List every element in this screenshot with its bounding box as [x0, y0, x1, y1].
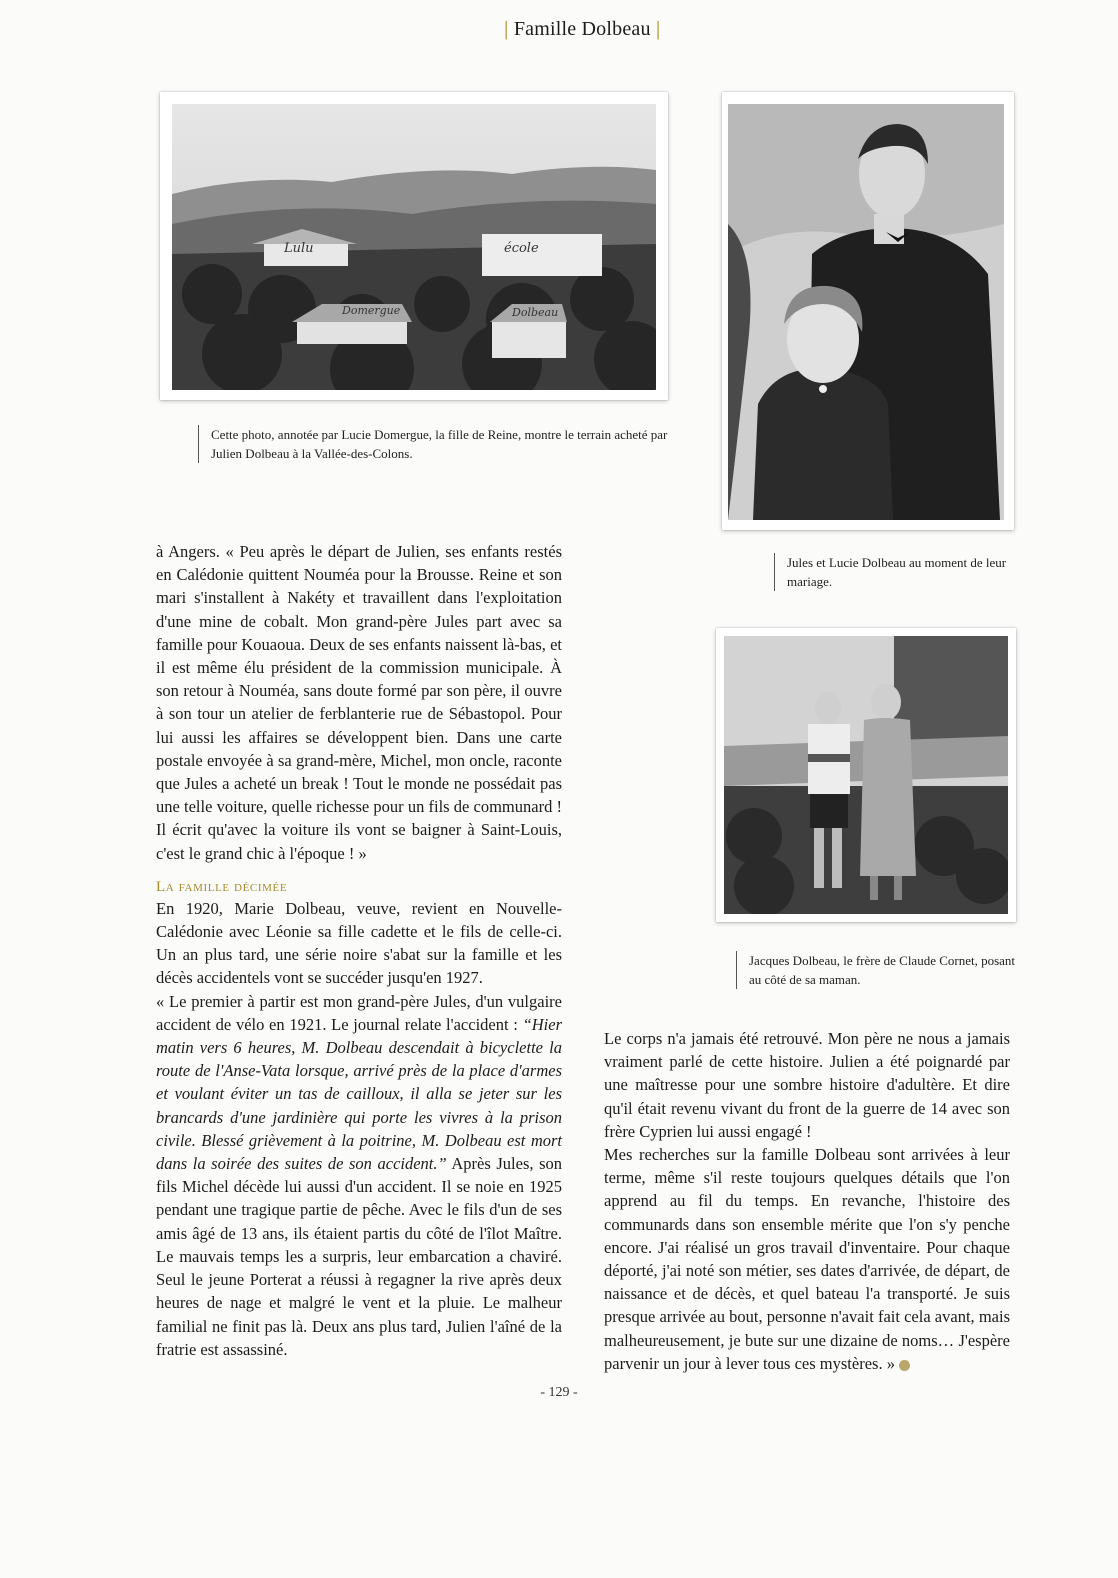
left-paragraph-1: à Angers. « Peu après le départ de Julien, ses enfants restés en Calédonie quittent Nouméa pour la Brousse. Reine et son mari s'installent à Nakéty et travaillent dans l'exploitation d'une mine de cobalt. Mon grand-père Jules part avec sa famille pour Kouaoua. Deux de ses enfants naissent là-bas, et il est même élu président de la commission municipale. À son retour à Nouméa, sans doute formé par son père, il ouvre à son tour un atelier de ferblanterie rue de Sébastopol. Pour lui aussi les affaires se développent bien. Dans une carte postale envoyée à sa grand-mère, Michel, mon oncle, raconte que Jules a acheté un break ! Tout le monde ne possédait pas une telle voiture, quelle richesse pour un fils de communard ! Il écrit qu'avec la voiture ils vont se baigner à Saint-Louis, c'est le grand chic à l'époque ! »: [156, 542, 562, 863]
jacques-image: [724, 636, 1008, 914]
header-title: Famille Dolbeau: [513, 18, 651, 40]
caption-photo-jacques-text: Jacques Dolbeau, le frère de Claude Cornet, posant au côté de sa maman.: [749, 953, 1016, 987]
end-bullet-icon: [899, 1360, 910, 1371]
couple-image: [728, 104, 1004, 520]
annotation-dolbeau: Dolbeau: [512, 306, 559, 319]
caption-photo-valley: [198, 425, 675, 463]
caption-photo-couple: [774, 553, 1019, 591]
photo-couple-portrait: [722, 92, 1014, 530]
caption-photo-valley-text: Cette photo, annotée par Lucie Domergue, la fille de Reine, montre le terrain acheté par Julien Dolbeau à la Vallée-des-Colons.: [211, 427, 668, 461]
photo-jacques-and-mother: [716, 628, 1016, 922]
landscape-image: [172, 104, 656, 390]
annotation-lulu: Lulu: [284, 241, 314, 256]
newspaper-quote: “Hier matin vers 6 heures, M. Dolbeau descendait à bicyclette la route de l'Anse-Vata lorsque, arrivé près de la place d'armes et voulant éviter un tas de cailloux, il alla se jeter sur les brancards d'une jardinière qui porte les vivres à la prison civile. Blessé grièvement à la poitrine, M. Dolbeau est mort dans la soirée des suites de son accident.”: [156, 1014, 562, 1174]
right-paragraph-2: [604, 1143, 1010, 1375]
annotation-domergue: Domergue: [342, 304, 401, 317]
header-bar-right: |: [655, 18, 661, 40]
right-text-column: [604, 1027, 1010, 1375]
photo-valley-landscape: [160, 92, 668, 400]
page-number: - 129 -: [540, 1385, 578, 1400]
left-paragraph-3-start: « Le premier à partir est mon grand-père Jules, d'un vulgaire accident de vélo en 1921. Le journal relate l'accident :: [156, 991, 562, 1034]
annotation-ecole: école: [504, 241, 539, 256]
header-bar-left: |: [504, 18, 509, 40]
left-paragraph-2: En 1920, Marie Dolbeau, veuve, revient en Nouvelle-Calédonie avec Léonie sa fille cadette et le fils de celle-ci. Un an plus tard, une série noire s'abat sur la famille et les décès accidentels vont se succéder jusqu'en 1927.: [156, 898, 562, 988]
running-header: [504, 18, 660, 41]
caption-photo-jacques: [736, 951, 1021, 989]
right-paragraph-1: Le corps n'a jamais été retrouvé. Mon père ne nous a jamais vraiment parlé de cette histoire. Julien a été poignardé par une maîtresse pour une sombre histoire d'adultère. Et dire qu'il était revenu vivant du front de la guerre de 14 avec son frère Cyprien lui aussi engagé !: [604, 1029, 1010, 1141]
caption-photo-couple-text: Jules et Lucie Dolbeau au moment de leur mariage.: [787, 555, 1007, 589]
left-paragraph-3-end: Après Jules, son fils Michel décède lui aussi d'un accident. Il se noie en 1925 pendant une tragique partie de pêche. Avec le fils d'un de ses amis âgé de 13 ans, ils étaient partis du côté de l'îlot Maître. Le mauvais temps les a surpris, leur embarcation a chaviré. Seul le jeune Porterat a réussi à regagner la rive après deux heures de nage et malgré le vent et la pluie. Le malheur familial ne finit pas là. Deux ans plus tard, Julien l'aîné de la fratrie est assassiné.: [156, 1154, 563, 1359]
left-text-column: [156, 540, 562, 1361]
section-title: La famille décimée: [156, 878, 288, 895]
right-paragraph-2-text: Mes recherches sur la famille Dolbeau sont arrivées à leur terme, même s'il reste toujours quelques détails que l'on apprend au fil du temps. En revanche, l'histoire des communards dans son ensemble mérite que l'on s'y penche encore. J'ai réalisé un gros travail d'inventaire. Pour chaque déporté, j'ai noté son métier, ses dates d'arrivée, de départ, de naissance et de décès, et quel bateau l'a transporté. Je suis presque arrivée au bout, personne n'avait fait cela avant, mais malheureusement, je bute sur une dizaine de noms… J'espère parvenir un jour à lever tous ces mystères. »: [604, 1145, 1010, 1373]
left-paragraph-3: [156, 990, 562, 1361]
